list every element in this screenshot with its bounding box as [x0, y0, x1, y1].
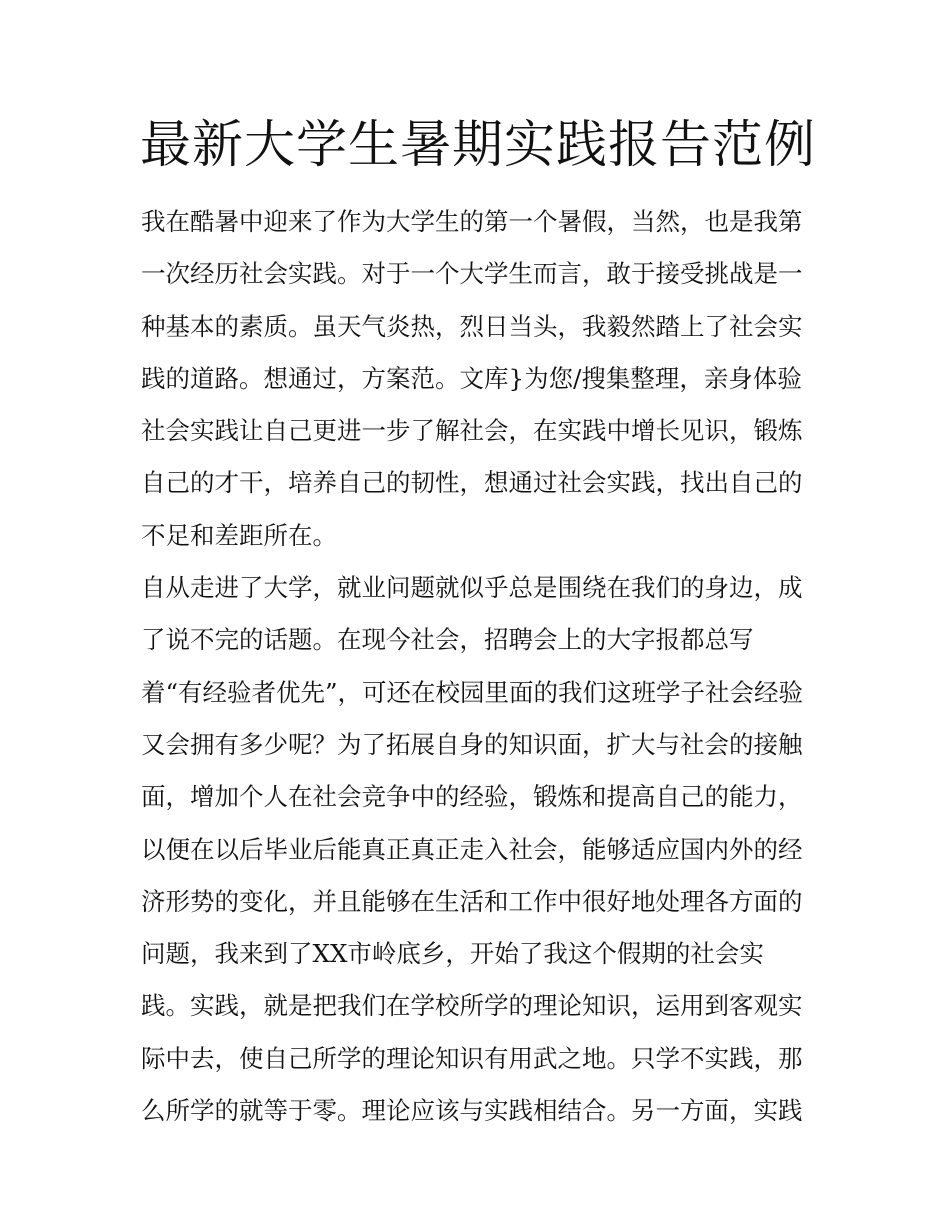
text-line: 又会拥有多少呢？为了拓展自身的知识面，扩大与社会的接触	[141, 729, 803, 759]
text-line: 济形势的变化，并且能够在生活和工作中很好地处理各方面的	[141, 886, 803, 916]
text-line: 一次经历社会实践。对于一个大学生而言，敢于接受挑战是一	[141, 259, 803, 289]
text-line: 我在酷暑中迎来了作为大学生的第一个暑假，当然，也是我第	[141, 207, 803, 236]
text-line: 社会实践让自己更进一步了解社会，在实践中增长见识，锻炼	[141, 416, 803, 446]
document-body	[141, 196, 821, 1137]
text-line: 问题，我来到了XX市岭底乡，开始了我这个假期的社会实	[141, 939, 764, 969]
text-line: 践的道路。想通过，方案范。文库}为您/搜集整理，亲身体验	[141, 363, 802, 393]
text-line: 自己的才干，培养自己的韧性，想通过社会实践，找出自己的	[141, 468, 803, 498]
text-line: 么所学的就等于零。理论应该与实践相结合。另一方面，实践	[141, 1096, 803, 1126]
text-line: 了说不完的话题。在现今社会，招聘会上的大字报都总写	[141, 625, 754, 655]
text-line: 践。实践，就是把我们在学校所学的理论知识，运用到客观实	[141, 991, 803, 1021]
document-title: 最新大学生暑期实践报告范例	[140, 116, 817, 175]
text-line: 不足和差距所在。	[141, 520, 337, 550]
text-line: 自从走进了大学，就业问题就似乎总是围绕在我们的身边，成	[141, 573, 803, 603]
text-line: 际中去，使自己所学的理论知识有用武之地。只学不实践，那	[141, 1043, 803, 1073]
text-line: 以便在以后毕业后能真正真正走入社会，能够适应国内外的经	[141, 834, 803, 864]
text-line: 面，增加个人在社会竞争中的经验，锻炼和提高自己的能力，	[141, 782, 803, 812]
text-line: 着“有经验者优先”，可还在校园里面的我们这班学子社会经验	[141, 677, 804, 707]
text-line: 种基本的素质。虽天气炎热，烈日当头，我毅然踏上了社会实	[141, 311, 803, 341]
